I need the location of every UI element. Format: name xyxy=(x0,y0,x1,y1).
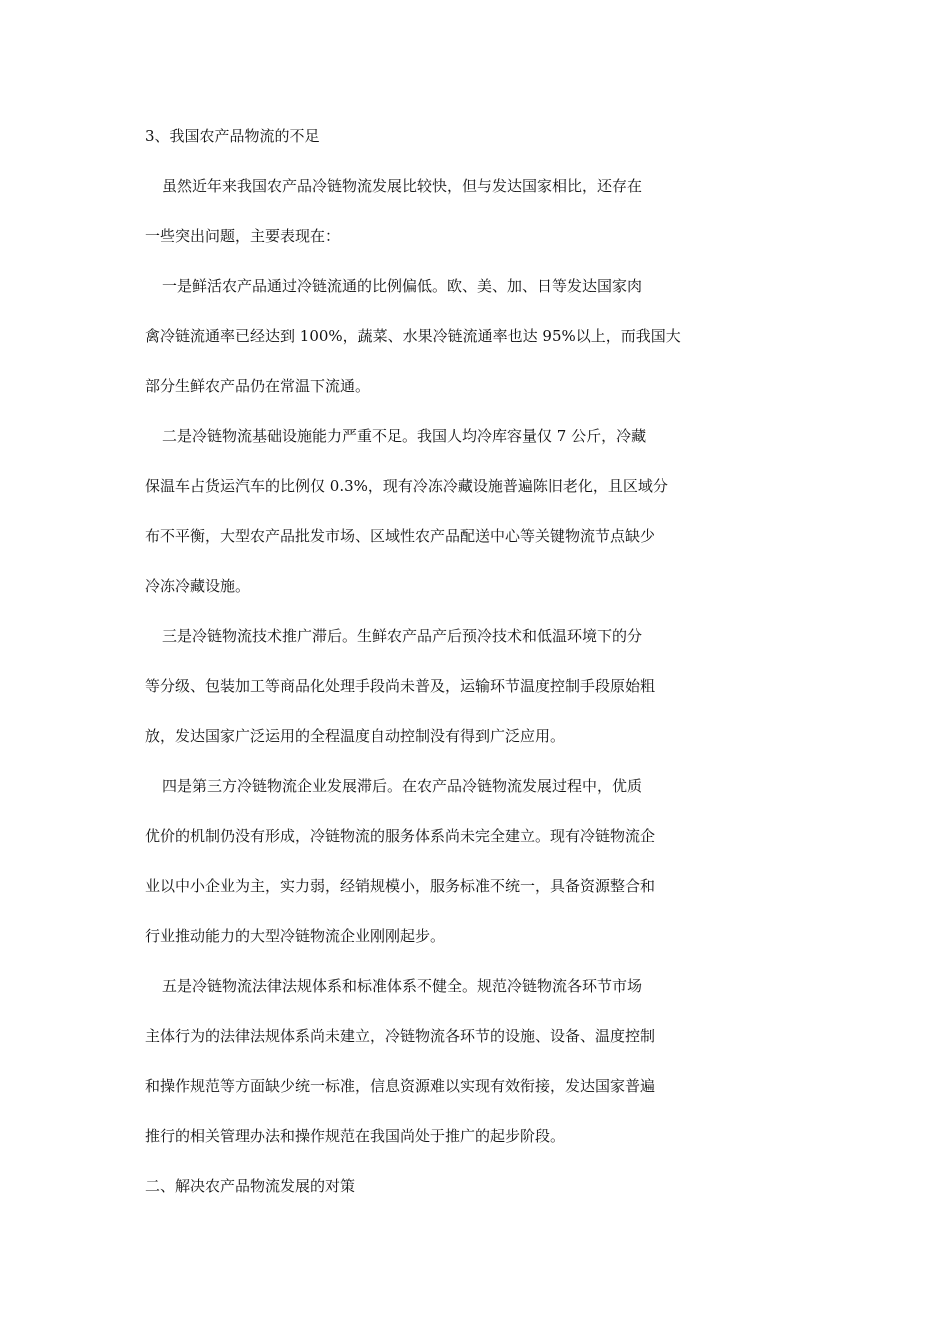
paragraph-5-line: 推行的相关管理办法和操作规范在我国尚处于推广的起步阶段。 xyxy=(145,1127,566,1145)
paragraph-1-line: 部分生鲜农产品仍在常温下流通。 xyxy=(145,377,371,395)
section-heading: 二、解决农产品物流发展的对策 xyxy=(145,1177,356,1195)
paragraph-2-line: 保温车占货运汽车的比例仅 0.3%，现有冷冻冷藏设施普遍陈旧老化，且区域分 xyxy=(145,477,668,495)
paragraph-1-line: 一是鲜活农产品通过冷链流通的比例偏低。欧、美、加、日等发达国家肉 xyxy=(162,277,643,295)
paragraph-3-line: 三是冷链物流技术推广滞后。生鲜农产品产后预冷技术和低温环境下的分 xyxy=(162,627,643,645)
paragraph-4-line: 行业推动能力的大型冷链物流企业刚刚起步。 xyxy=(145,927,446,945)
paragraph-2-line: 二是冷链物流基础设施能力严重不足。我国人均冷库容量仅 7 公斤，冷藏 xyxy=(162,427,647,445)
paragraph-2-line: 布不平衡，大型农产品批发市场、区域性农产品配送中心等关键物流节点缺少 xyxy=(145,527,656,545)
paragraph-1-line: 禽冷链流通率已经达到 100%，蔬菜、水果冷链流通率也达 95%以上，而我国大 xyxy=(145,327,681,345)
paragraph-5-line: 五是冷链物流法律法规体系和标准体系不健全。规范冷链物流各环节市场 xyxy=(162,977,643,995)
paragraph-4-line: 四是第三方冷链物流企业发展滞后。在农产品冷链物流发展过程中，优质 xyxy=(162,777,643,795)
paragraph-2-line: 冷冻冷藏设施。 xyxy=(145,577,251,595)
paragraph-4-line: 优价的机制仍没有形成，冷链物流的服务体系尚未完全建立。现有冷链物流企 xyxy=(145,827,656,845)
paragraph-3-line: 等分级、包装加工等商品化处理手段尚未普及，运输环节温度控制手段原始粗 xyxy=(145,677,656,695)
paragraph-intro-line: 一些突出问题，主要表现在： xyxy=(145,227,341,245)
section-heading: 3、我国农产品物流的不足 xyxy=(145,127,320,145)
paragraph-4-line: 业以中小企业为主，实力弱，经销规模小，服务标准不统一，具备资源整合和 xyxy=(145,877,656,895)
paragraph-3-line: 放，发达国家广泛运用的全程温度自动控制没有得到广泛应用。 xyxy=(145,727,566,745)
paragraph-5-line: 主体行为的法律法规体系尚未建立，冷链物流各环节的设施、设备、温度控制 xyxy=(145,1027,656,1045)
paragraph-5-line: 和操作规范等方面缺少统一标准，信息资源难以实现有效衔接，发达国家普遍 xyxy=(145,1077,656,1095)
paragraph-intro-line: 虽然近年来我国农产品冷链物流发展比较快，但与发达国家相比，还存在 xyxy=(162,177,643,195)
